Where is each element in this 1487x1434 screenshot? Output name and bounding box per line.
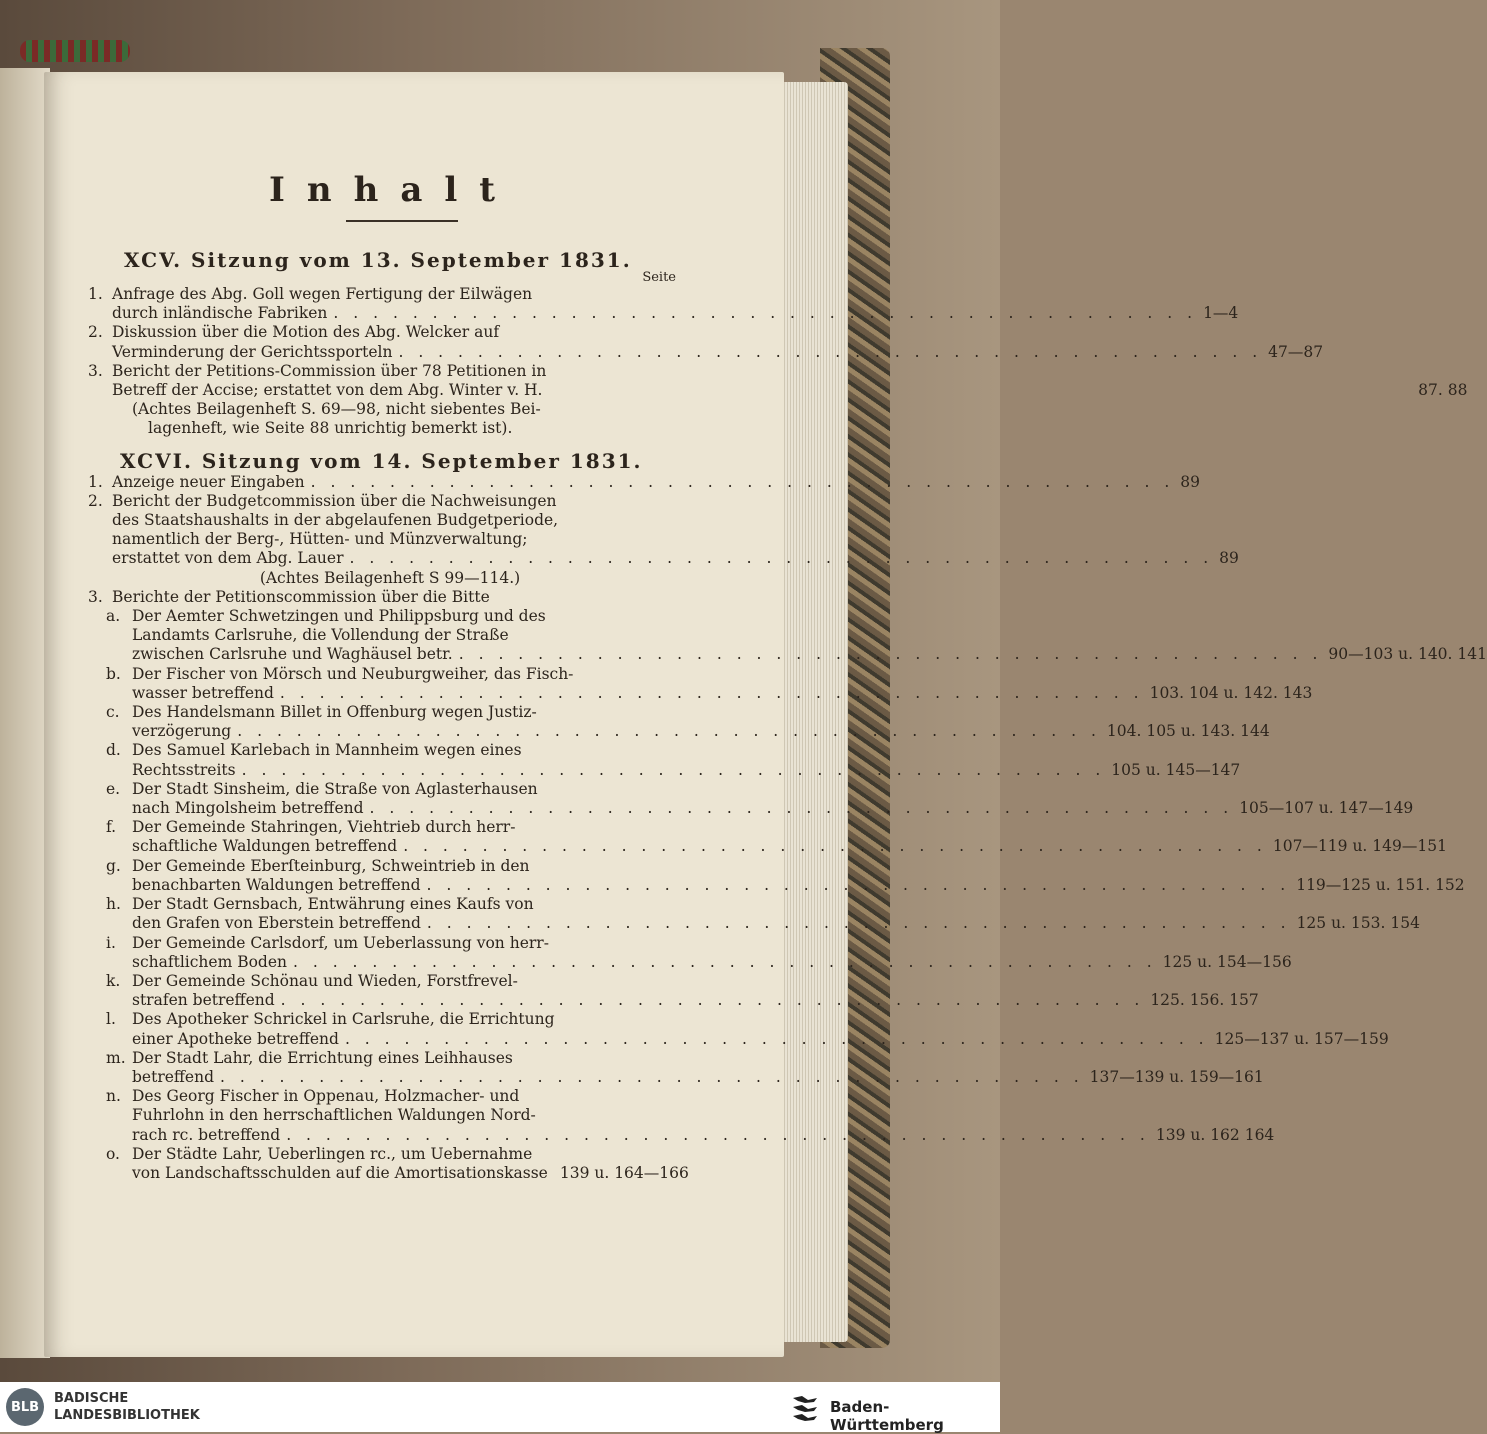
title-rule bbox=[346, 220, 458, 222]
entry-line: Landamts Carlsruhe, die Vollendung der Straße bbox=[132, 626, 509, 645]
page-ref: 87. 88 bbox=[1418, 381, 1468, 400]
entry-line-with-page: Verminderung der Gerichtssporteln . . . 47—87 bbox=[88, 343, 668, 362]
entry-line: Der Stadt Gernsbach, Entwährung eines Kaufs von bbox=[132, 895, 534, 914]
entry-line-with-page: benachbarten Waldungen betreffend . . . 119—125 u. 151. 152 bbox=[108, 876, 668, 895]
entry-line-with-page: rach rc. betreffend . . . 139 u. 162 164 bbox=[108, 1126, 668, 1145]
page-ref: 105 u. 145—147 bbox=[1111, 760, 1241, 779]
entry-line: Der Städte Lahr, Ueberlingen rc., um Uebernahme bbox=[132, 1144, 533, 1163]
page-ref: 104. 105 u. 143. 144 bbox=[1106, 722, 1270, 741]
entry-line: Bericht der Petitions-Commission über 78 Petitionen in bbox=[112, 361, 547, 380]
entry-line: Bericht der Budgetcommission über die Nachweisungen bbox=[112, 491, 557, 510]
footer-bar bbox=[0, 1382, 1000, 1432]
page-ref: 103. 104 u. 142. 143 bbox=[1149, 683, 1313, 702]
toc-sub-entry bbox=[88, 1010, 1389, 1048]
lion-crest-icon bbox=[790, 1392, 820, 1422]
toc-sub-entry bbox=[88, 933, 1292, 972]
note-line: lagenheft, wie Seite 88 unrichtig bemerkt ist). bbox=[148, 419, 513, 438]
entry-number: 2. bbox=[88, 323, 103, 342]
page-ref: 139 u. 164—166 bbox=[559, 1163, 689, 1182]
entry-line: Des Apotheker Schrickel in Carlsruhe, die Errichtung bbox=[132, 1010, 555, 1029]
bookmark-ribbon bbox=[20, 40, 130, 62]
entry-line-with-page: Anzeige neuer Eingaben . . . 89 bbox=[88, 473, 668, 492]
page-ref: 47—87 bbox=[1268, 342, 1324, 361]
toc-note bbox=[88, 569, 668, 588]
toc-sub-entry bbox=[88, 703, 1270, 741]
entry-letter: c. bbox=[106, 703, 120, 722]
entry-line-with-page: von Landschaftsschulden auf die Amortisationskasse 139 u. 164—166 bbox=[132, 1163, 689, 1182]
entry-line: Diskussion über die Motion des Abg. Welcker auf bbox=[112, 323, 500, 342]
entry-line-with-page: einer Apotheke betreffend . . . 125—137 u. 157—159 bbox=[108, 1030, 668, 1049]
entry-line-with-page: erstattet von dem Abg. Lauer . . . 89 bbox=[88, 549, 668, 568]
entry-line-with-page: schaftliche Waldungen betreffend . . . 107—119 u. 149—151 bbox=[108, 837, 668, 856]
entry-letter: a. bbox=[106, 607, 121, 626]
entry-number: 3. bbox=[88, 361, 103, 380]
toc-sub-entry bbox=[88, 1087, 1275, 1145]
entry-letter: m. bbox=[106, 1048, 126, 1067]
entry-line-with-page: Rechtsstreits . . . 105 u. 145—147 bbox=[108, 761, 668, 780]
page-ref: 105—107 u. 147—149 bbox=[1239, 799, 1414, 818]
entry-line: Anfrage des Abg. Goll wegen Fertigung der Eilwägen bbox=[112, 285, 533, 303]
note-line: (Achtes Beilagenheft S 99—114.) bbox=[259, 568, 521, 587]
page-ref: 107—119 u. 149—151 bbox=[1272, 837, 1447, 856]
page-ref: 90—103 u. 140. 141 bbox=[1328, 645, 1487, 664]
toc-sub-entry bbox=[88, 741, 1241, 779]
sub-entry-list bbox=[88, 607, 1487, 1183]
entry-letter: e. bbox=[106, 779, 121, 798]
toc-entry bbox=[88, 285, 1239, 323]
entry-line-with-page: betreffend . . . 137—139 u. 159—161 bbox=[108, 1068, 668, 1087]
page-ref: 89 bbox=[1219, 549, 1239, 568]
page-column-label: Seite bbox=[642, 270, 676, 285]
toc-sub-entry bbox=[88, 971, 1259, 1010]
table-of-contents bbox=[88, 170, 1487, 1183]
entry-number: 2. bbox=[88, 491, 103, 510]
left-page-edge bbox=[0, 68, 50, 1358]
entry-line: Des Handelsmann Billet in Offenburg wegen Justiz- bbox=[132, 703, 537, 722]
entry-line: Des Samuel Karlebach in Mannheim wegen eines bbox=[132, 741, 522, 760]
page-title: Inhalt bbox=[269, 170, 517, 210]
entry-letter: k. bbox=[106, 971, 121, 990]
entry-line-with-page: verzögerung . . . 104. 105 u. 143. 144 bbox=[108, 722, 668, 741]
entry-letter: n. bbox=[106, 1087, 121, 1106]
entry-number: 1. bbox=[88, 285, 103, 303]
entry-line: Der Aemter Schwetzingen und Philippsburg und des bbox=[132, 607, 546, 626]
entry-line: Der Gemeinde Stahringen, Viehtrieb durch herr- bbox=[132, 818, 516, 837]
toc-sub-entry bbox=[88, 607, 1487, 665]
entry-line-with-page: wasser betreffend . . . 103. 104 u. 142. 143 bbox=[108, 684, 668, 703]
entry-line-with-page: den Grafen von Eberstein betreffend . . . 125 u. 153. 154 bbox=[108, 914, 668, 933]
entry-number: 1. bbox=[88, 472, 103, 491]
page-ref: 125 u. 154—156 bbox=[1162, 952, 1292, 971]
entry-letter: d. bbox=[106, 741, 121, 760]
session-heading: XCVI. Sitzung vom 14. September 1831. bbox=[120, 448, 643, 473]
note-line: (Achtes Beilagenheft S. 69—98, nicht siebentes Bei- bbox=[132, 400, 541, 419]
page-ref: 125—137 u. 157—159 bbox=[1214, 1029, 1389, 1048]
toc-entry bbox=[88, 472, 1201, 492]
entry-letter: l. bbox=[106, 1010, 116, 1029]
page-ref: 125. 156. 157 bbox=[1150, 991, 1259, 1010]
page-ref: 125 u. 153. 154 bbox=[1296, 914, 1420, 933]
blb-logo[interactable]: BLB bbox=[6, 1388, 44, 1426]
entry-line-with-page: nach Mingolsheim betreffend . . . 105—107 u. 147—149 bbox=[108, 799, 668, 818]
page-ref: 89 bbox=[1180, 472, 1201, 491]
entry-letter: i. bbox=[106, 933, 116, 952]
entry-letter: b. bbox=[106, 664, 121, 683]
entry-line: Der Gemeinde Carlsdorf, um Ueberlassung von herr- bbox=[132, 933, 549, 952]
entry-line: des Staatshaushalts in der abgelaufenen Budgetperiode, bbox=[112, 511, 559, 530]
session-heading: XCV. Sitzung vom 13. September 1831. bbox=[124, 248, 632, 272]
entry-line-with-page: schaftlichem Boden . . . 125 u. 154—156 bbox=[108, 953, 668, 972]
toc-entry bbox=[88, 491, 1239, 569]
entry-line: Der Gemeinde Schönau und Wieden, Forstfrevel- bbox=[132, 971, 518, 990]
entry-number: 3. bbox=[88, 587, 103, 606]
toc-entry bbox=[88, 588, 668, 607]
entry-line-with-page: zwischen Carlsruhe und Waghäusel betr. . . . 90—103 u. 140. 141 bbox=[108, 645, 668, 664]
toc-sub-entry bbox=[88, 664, 1313, 703]
toc-entry bbox=[88, 323, 1324, 361]
toc-sub-entry bbox=[88, 895, 1420, 933]
toc-entry bbox=[88, 361, 1468, 400]
page-ref: 139 u. 162 164 bbox=[1155, 1125, 1275, 1144]
entry-letter: o. bbox=[106, 1144, 120, 1163]
entry-line: namentlich der Berg-, Hütten- und Münzverwaltung; bbox=[112, 530, 528, 549]
state-name[interactable]: Baden-Württemberg bbox=[830, 1398, 944, 1434]
entry-line: Der Gemeinde Eberſteinburg, Schweintrieb in den bbox=[132, 856, 530, 875]
entry-line: Der Stadt Sinsheim, die Straße von Aglasterhausen bbox=[132, 779, 538, 798]
library-name: BADISCHE LANDESBIBLIOTHEK bbox=[54, 1391, 200, 1423]
entry-line-with-page: strafen betreffend . . . 125. 156. 157 bbox=[108, 991, 668, 1010]
toc-sub-entry bbox=[88, 856, 1465, 895]
page-ref: 119—125 u. 151. 152 bbox=[1296, 875, 1465, 894]
entry-line: Der Stadt Lahr, die Errichtung eines Leihhauses bbox=[132, 1048, 513, 1067]
page-ref: 1—4 bbox=[1203, 304, 1239, 323]
entry-letter: f. bbox=[106, 818, 117, 837]
entry-line-with-page: Betreff der Accise; erstattet von dem Abg. Winter v. H. 87. 88 bbox=[112, 381, 1468, 400]
toc-sub-entry bbox=[88, 1144, 689, 1183]
entry-line: Fuhrlohn in den herrschaftlichen Waldungen Nord- bbox=[132, 1106, 536, 1125]
toc-sub-entry bbox=[88, 1048, 1264, 1087]
page-ref: 137—139 u. 159—161 bbox=[1089, 1067, 1264, 1086]
entry-letter: h. bbox=[106, 895, 121, 914]
toc-sub-entry bbox=[88, 779, 1414, 818]
toc-sub-entry bbox=[88, 818, 1447, 856]
entry-line: Berichte der Petitionscommission über die Bitte bbox=[112, 587, 490, 606]
entry-line: Der Fischer von Mörsch und Neuburgweiher, das Fisch- bbox=[132, 664, 574, 683]
entry-letter: g. bbox=[106, 856, 121, 875]
entry-line-with-page: durch inländische Fabriken . . . 1—4 bbox=[88, 304, 668, 323]
toc-note bbox=[88, 400, 668, 438]
entry-line: Des Georg Fischer in Oppenau, Holzmacher- und bbox=[132, 1087, 520, 1106]
